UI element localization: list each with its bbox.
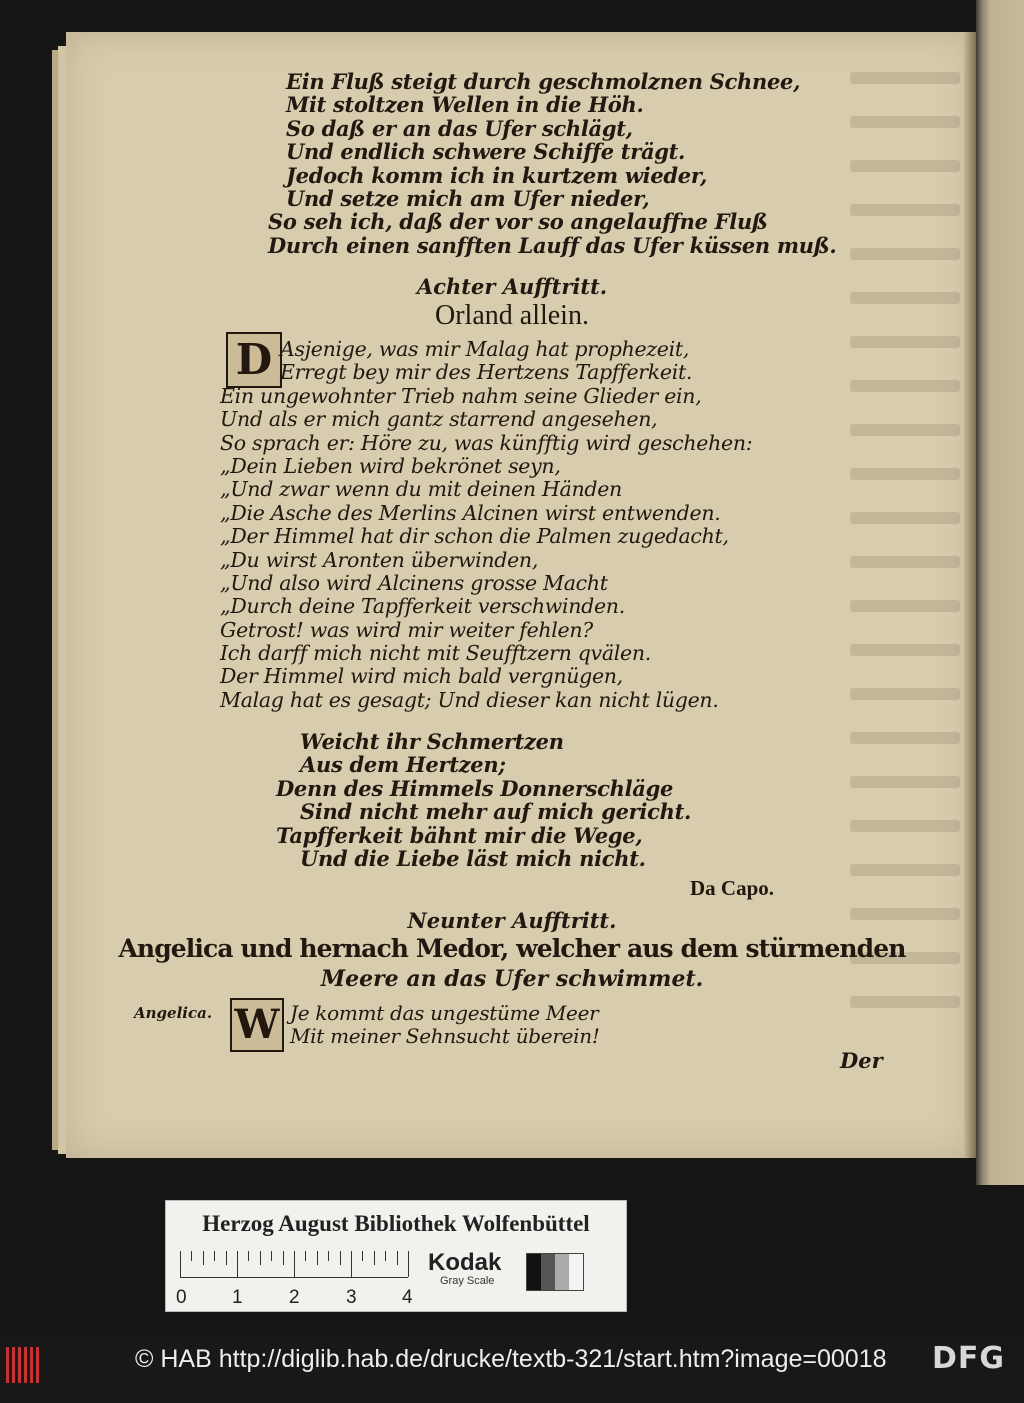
- verse-line: Ein ungewohnter Trieb nahm seine Glieder ein,: [220, 383, 702, 408]
- verse-line: Asjenige, was mir Malag hat prophezeit,: [280, 337, 690, 361]
- ruler-number: 3: [346, 1287, 357, 1308]
- verse-line: Malag hat es gesagt; Und dieser kan nicht lügen.: [220, 687, 719, 712]
- verse-line: Erregt bey mir des Hertzens Tapfferkeit.: [280, 360, 693, 385]
- verse-line: „Dein Lieben wird bekrönet seyn,: [220, 453, 561, 478]
- catchword: Der: [840, 1048, 883, 1073]
- barcode-icon: [6, 1347, 42, 1383]
- verse-line: Weicht ihr Schmertzen: [300, 729, 564, 754]
- library-color-card: [165, 1200, 627, 1312]
- verse-line: Ich darff mich nicht mit Seufftzern qvälen.: [220, 641, 651, 666]
- ruler-number: 2: [289, 1287, 300, 1308]
- verse-line: „Und also wird Alcinens grosse Macht: [220, 570, 608, 595]
- library-name: Herzog August Bibliothek Wolfenbüttel: [202, 1211, 590, 1236]
- verse-line: „Der Himmel hat dir schon die Palmen zugedacht,: [220, 524, 729, 549]
- verse-line: Mit stoltzen Wellen in die Höh.: [286, 92, 644, 118]
- verse-line: Und als er mich gantz starrend angesehen,: [220, 407, 658, 432]
- verse-line: Getrost! was wird mir weiter fehlen?: [220, 617, 593, 642]
- scale-ruler: [180, 1251, 408, 1277]
- verse-line: So seh ich, daß der vor so angelauffne Fluß: [268, 209, 768, 235]
- speaker-label: Angelica.: [134, 1004, 213, 1022]
- verse-line: Sind nicht mehr auf mich gericht.: [300, 799, 691, 825]
- facing-page-edge: [976, 0, 1024, 1185]
- decorated-initial: D: [226, 332, 282, 388]
- verse-line: So sprach er: Höre zu, was künfftig wird geschehen:: [220, 430, 753, 455]
- recitative-block: [220, 338, 752, 712]
- scene-persons: Meere an das Ufer schwimmet.: [320, 966, 704, 992]
- recitative-block: [290, 1002, 600, 1049]
- verse-line: „Die Asche des Merlins Alcinen wirst entwenden.: [220, 500, 721, 525]
- verse-line: So daß er an das Ufer schlägt,: [286, 115, 633, 141]
- scene-persons: Orland allein.: [435, 300, 589, 331]
- ruler-number: 4: [402, 1287, 413, 1308]
- copyright-url[interactable]: © HAB http://diglib.hab.de/drucke/textb-321/start.htm?image=00018: [135, 1345, 887, 1373]
- dfg-logo: DFG: [932, 1341, 1006, 1376]
- scene-heading: Achter Aufftritt.: [416, 274, 608, 299]
- decorated-initial: W: [230, 998, 284, 1052]
- verse-line: Tapfferkeit bähnt mir die Wege,: [276, 822, 643, 848]
- verse-line: Ein Fluß steigt durch geschmolznen Schnee,: [286, 69, 801, 94]
- verse-line: Und die Liebe läst mich nicht.: [300, 845, 646, 871]
- scene-heading: Neunter Aufftritt.: [407, 908, 617, 933]
- verse-line: Mit meiner Sehnsucht überein!: [290, 1024, 600, 1049]
- verse-line: „Und zwar wenn du mit deinen Händen: [220, 477, 622, 502]
- aria-block: [276, 730, 691, 870]
- verse-line: Je kommt das ungestüme Meer: [290, 1001, 599, 1025]
- verse-line: Jedoch komm ich in kurtzem wieder,: [286, 162, 708, 188]
- verse-line: „Du wirst Aronten überwinden,: [220, 547, 539, 572]
- verse-line: Durch einen sanfften Lauff das Ufer küssen muß.: [268, 232, 837, 258]
- da-capo: Da Capo.: [690, 876, 775, 900]
- kodak-brand: Kodak: [428, 1249, 502, 1276]
- verse-line: „Durch deine Tapfferkeit verschwinden.: [220, 594, 625, 619]
- verse-block-top: [268, 70, 836, 257]
- scene-persons: Angelica und hernach Medor, welcher aus dem stürmenden: [118, 934, 906, 963]
- verse-line: Aus dem Hertzen;: [300, 752, 506, 778]
- verse-line: Und endlich schwere Schiffe trägt.: [286, 139, 686, 165]
- verse-line: Und setze mich am Ufer nieder,: [286, 185, 650, 211]
- ruler-number: 1: [232, 1287, 243, 1308]
- footer-bar: [0, 1335, 1024, 1403]
- verse-line: Denn des Himmels Donnerschläge: [276, 775, 674, 801]
- gray-swatches: [526, 1253, 584, 1291]
- gray-scale-label: Gray Scale: [440, 1275, 495, 1287]
- verse-line: Der Himmel wird mich bald vergnügen,: [220, 664, 623, 689]
- ruler-number: 0: [176, 1287, 187, 1308]
